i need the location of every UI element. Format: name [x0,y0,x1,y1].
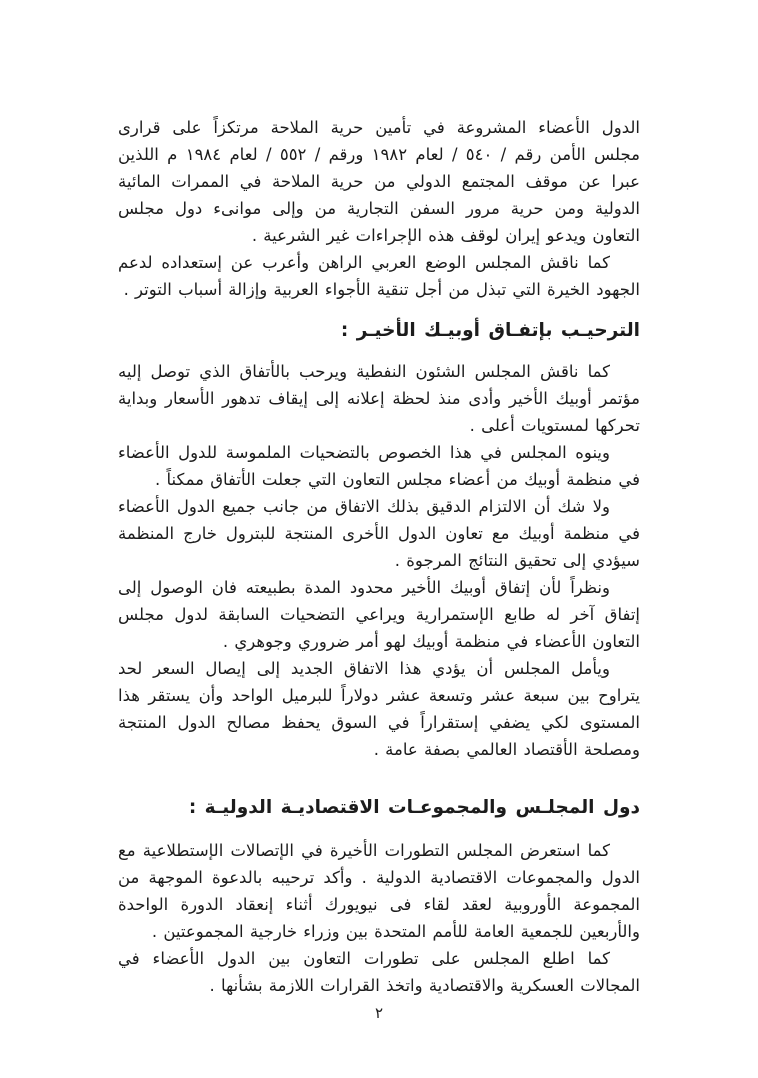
paragraph-arab-situation: كما ناقش المجلس الوضع العربي الراهن وأعرب عن إستعداده لدعم الجهود الخيرة التي تبذل من أجل تنقية الأجواء العربية وإزالة أسباب التوتر . [118,253,640,299]
paragraph-opec-sacrifices: وينوه المجلس في هذا الخصوص بالتضحيات الملموسة للدول الأعضاء في منظمة أوبيك من أعضاء مجلس التعاون التي جعلت الأتفاق ممكناً . [118,443,640,489]
paragraph-opec-commitment: ولا شك أن الالتزام الدقيق بذلك الاتفاق من جانب جميع الدول الأعضاء في منظمة أوبيك مع تعاون الدول الأخرى المنتجة للبترول خارج المنظمة سيؤدي إلى تحقيق النتائج المرجوة . [118,497,640,570]
page-number: ٢ [374,1004,384,1022]
section-heading-economic-groups: دول المجلـس والمجموعـات الاقتصاديـة الدوليـة : [188,797,640,818]
document-text-block [118,114,640,999]
section-heading-opec-agreement: الترحيـب بإتفـاق أوبيـك الأخيـر : [340,320,640,341]
paragraph-continuation-navigation: الدول الأعضاء المشروعة في تأمين حرية الملاحة مرتكزاً على قرارى مجلس الأمن رقم / ٥٤٠ / لعام ١٩٨٢ ورقم / ٥٥٢ / لعام ١٩٨٤ م اللذين عبرا عن موقف المجتمع الدولي من حرية الملاحة في الممرات المائية الدولية ومن حرية مرور السفن التجارية من وإلى موانىء دول مجلس التعاون ويدعو إيران لوقف هذه الإجراءات غير الشرعية . [118,118,640,245]
paragraph-opec-oil-affairs: كما ناقش المجلس الشئون النفطية ويرحب بالأتفاق الذي توصل إليه مؤتمر أوبيك الأخير وأدى منذ لحظة إعلانه إلى إيقاف تدهور الأسعار وبداية تحركها لمستويات أعلى . [118,362,640,435]
paragraph-military-economic-cooperation: كما اطلع المجلس على تطورات التعاون بين الدول الأعضاء في المجالات العسكرية والاقتصادية واتخذ القرارات اللازمة بشأنها . [118,949,640,995]
paragraph-international-contacts: كما استعرض المجلس التطورات الأخيرة في الإتصالات الإستطلاعية مع الدول والمجموعات الاقتصادية الدولية . وأكد ترحيبه بالدعوة الموجهة من المجموعة الأوروبية لعقد لقاء فى نيويورك أثناء إنعقاد الدورة الواحدة والأربعين للجمعية العامة للأمم المتحدة بين وزراء خارجية المجموعتين . [118,841,640,941]
paragraph-opec-limited-duration: ونظراً لأن إتفاق أوبيك الأخير محدود المدة بطبيعته فان الوصول إلى إتفاق آخر له طابع الإستمرارية ويراعي التضحيات السابقة لدول مجلس التعاون الأعضاء في منظمة أوبيك لهو أمر ضروري وجوهري . [118,578,640,651]
paragraph-opec-price-hope: ويأمل المجلس أن يؤدي هذا الاتفاق الجديد إلى إيصال السعر لحد يتراوح بين سبعة عشر وتسعة عشر دولاراً للبرميل الواحد وأن يستقر هذا المستوى لكي يضفي إستقراراً في السوق يحفظ مصالح الدول المنتجة ومصلحة الأقتصاد العالمي بصفة عامة . [118,659,640,759]
